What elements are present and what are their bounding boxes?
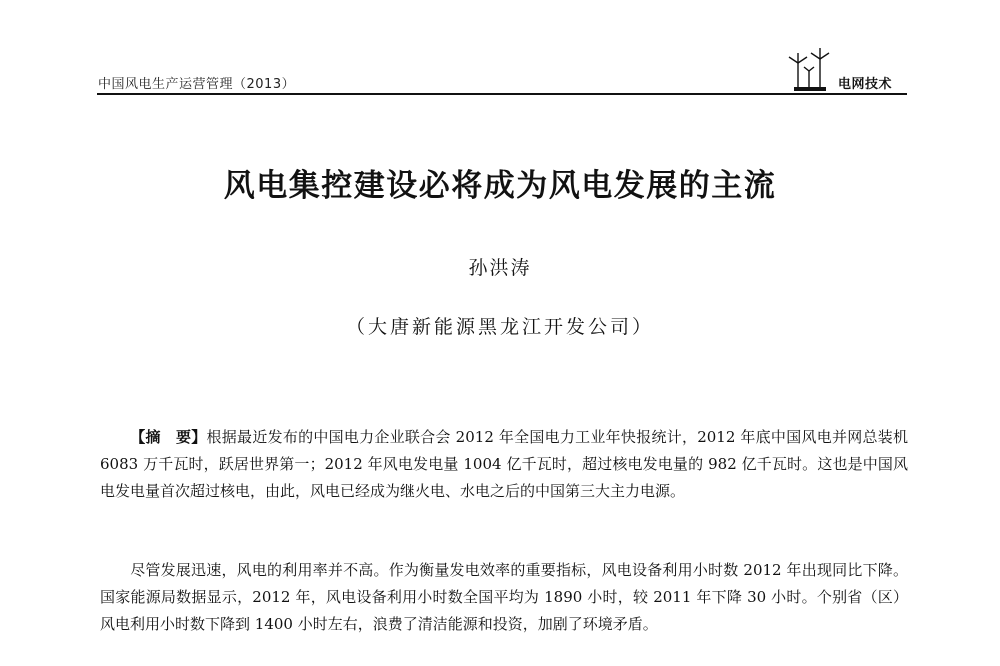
body-paragraph	[100, 557, 908, 638]
abstract-paragraph	[100, 424, 908, 505]
abstract-text: 根据最近发布的中国电力企业联合会 2012 年全国电力工业年快报统计，2012 年底中国风电并网总装机 6083 万千瓦时，跃居世界第一；2012 年风电发电量 1004 亿千瓦时，超过核电发电量的 982 亿千瓦时。这也是中国风电发电量首次超过核电，由此，风电已经成为继火电、水电之后的中国第三大主力电源。	[100, 428, 908, 500]
abstract-label: 【摘 要】	[130, 428, 207, 446]
article-author: 孙洪涛	[468, 257, 532, 279]
article-title: 风电集控建设必将成为风电发展的主流	[223, 168, 777, 204]
header-rule	[97, 93, 907, 95]
running-header-right: 电网技术	[838, 77, 893, 92]
article-affiliation: （大唐新能源黑龙江开发公司）	[345, 316, 654, 338]
wind-turbine-icon	[784, 45, 836, 93]
running-header-left: 中国风电生产运营管理（2013）	[98, 77, 296, 92]
body-paragraph-text: 尽管发展迅速，风电的利用率并不高。作为衡量发电效率的重要指标，风电设备利用小时数 2012 年出现同比下降。国家能源局数据显示，2012 年，风电设备利用小时数全国平均为 1890 小时，较 2011 年下降 30 小时。个别省（区）风电利用小时数下降到 1400 小时左右，浪费了清洁能源和投资，加剧了环境矛盾。	[100, 561, 908, 633]
